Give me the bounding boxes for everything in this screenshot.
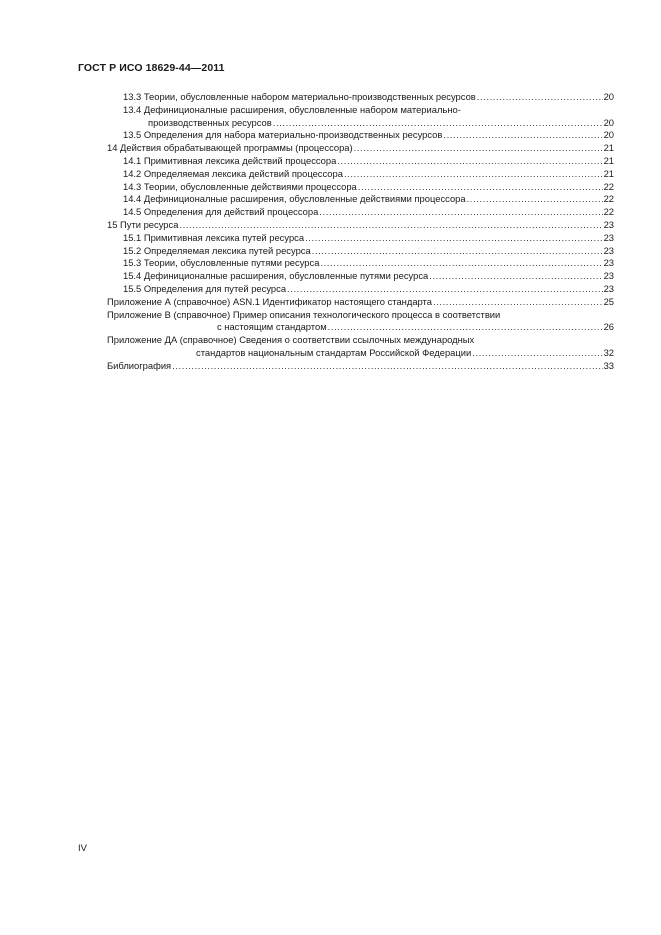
toc-leader-dots bbox=[305, 232, 602, 244]
toc-entry-title: 15.5 Определения для путей ресурса bbox=[123, 282, 287, 294]
toc-leader-dots bbox=[179, 219, 602, 231]
toc-entry[interactable] bbox=[0, 142, 661, 155]
toc-page-number: 22 bbox=[603, 180, 614, 192]
toc-page-number: 23 bbox=[603, 218, 614, 230]
toc-entry[interactable] bbox=[0, 104, 661, 130]
toc-entry-title: Приложение А (справочное) ASN.1 Идентификатор настоящего стандарта bbox=[107, 295, 432, 307]
toc-page-number: 20 bbox=[603, 116, 614, 128]
toc-leader-dots bbox=[477, 91, 603, 103]
toc-entry-title: Библиография bbox=[107, 359, 172, 371]
toc-page-number: 23 bbox=[603, 231, 614, 243]
toc-entry-title: 15 Пути ресурса bbox=[107, 218, 179, 230]
toc-entry[interactable] bbox=[0, 360, 661, 373]
toc-entry[interactable] bbox=[0, 270, 661, 283]
toc-entry[interactable] bbox=[0, 219, 661, 232]
toc-leader-dots bbox=[320, 257, 602, 269]
toc-entry-title: Приложение ДА (справочное) Сведения о соответствии ссылочных международных bbox=[107, 334, 475, 346]
toc-entry[interactable] bbox=[0, 334, 661, 360]
toc-entry-title: 14.2 Определяемая лексика действий процессора bbox=[123, 167, 343, 179]
toc-leader-dots bbox=[354, 142, 603, 154]
toc-entry-title: 14.4 Дефиниционалные расширения, обусловленные действиями процессора bbox=[123, 193, 466, 205]
toc-entry[interactable] bbox=[0, 193, 661, 206]
toc-entry[interactable] bbox=[0, 309, 661, 335]
page-number: IV bbox=[78, 842, 87, 853]
toc-leader-dots bbox=[287, 283, 603, 295]
toc-page-number: 20 bbox=[603, 129, 614, 141]
toc-leader-dots bbox=[172, 360, 602, 372]
toc-entry[interactable] bbox=[0, 245, 661, 258]
toc-page-number: 23 bbox=[603, 257, 614, 269]
toc-entry[interactable] bbox=[0, 283, 661, 296]
toc-entry-title: Приложение В (справочное) Пример описания технологического процесса в соответствии bbox=[107, 308, 501, 320]
toc-entry-title: 15.4 Дефиниционалные расширения, обусловленные путями ресурса bbox=[123, 270, 429, 282]
toc-entry[interactable] bbox=[0, 257, 661, 270]
toc-entry[interactable] bbox=[0, 232, 661, 245]
toc-entry-title: 14.5 Определения для действий процессора bbox=[123, 206, 319, 218]
toc-page-number: 23 bbox=[603, 282, 614, 294]
document-header: ГОСТ Р ИСО 18629-44—2011 bbox=[78, 62, 225, 74]
toc-entry-title: 15.1 Примитивная лексика путей ресурса bbox=[123, 231, 305, 243]
toc-leader-dots bbox=[358, 181, 603, 193]
toc-leader-dots bbox=[312, 245, 603, 257]
toc-page-number: 21 bbox=[603, 154, 614, 166]
toc-entry-title: 14.1 Примитивная лексика действий процессора bbox=[123, 154, 337, 166]
toc-page-number: 32 bbox=[603, 346, 614, 358]
toc-leader-dots bbox=[344, 168, 603, 180]
toc-page-number: 26 bbox=[603, 321, 614, 333]
toc-entry[interactable] bbox=[0, 91, 661, 104]
toc-leader-dots bbox=[467, 193, 603, 205]
toc-entry[interactable] bbox=[0, 168, 661, 181]
toc-page-number: 25 bbox=[603, 295, 614, 307]
toc-leader-dots bbox=[337, 155, 602, 167]
toc-entry[interactable] bbox=[0, 181, 661, 194]
toc-leader-dots bbox=[433, 296, 603, 308]
toc-page-number: 20 bbox=[603, 91, 614, 102]
toc-entry-title: 13.4 Дефиниционалные расширения, обусловленные набором материально- bbox=[123, 103, 461, 115]
toc-leader-dots bbox=[328, 321, 603, 333]
toc-entry-title: 14.3 Теории, обусловленные действиями процессора bbox=[123, 180, 357, 192]
toc-leader-dots bbox=[429, 270, 602, 282]
toc-page-number: 33 bbox=[603, 359, 614, 371]
toc-entry[interactable] bbox=[0, 155, 661, 168]
toc-entry-title: 14 Действия обрабатывающей программы (процессора) bbox=[107, 142, 353, 154]
toc-page-number: 22 bbox=[603, 206, 614, 218]
table-of-contents bbox=[0, 91, 661, 373]
toc-entry[interactable] bbox=[0, 296, 661, 309]
toc-page-number: 21 bbox=[603, 142, 614, 154]
toc-leader-dots bbox=[319, 206, 602, 218]
toc-leader-dots bbox=[443, 129, 602, 141]
toc-entry[interactable] bbox=[0, 129, 661, 142]
toc-entry-title-continuation: с настоящим стандартом bbox=[217, 321, 327, 333]
toc-entry-title-continuation: производственных ресурсов bbox=[148, 116, 272, 128]
toc-entry-title: 13.5 Определения для набора материально-производственных ресурсов bbox=[123, 129, 443, 141]
toc-entry-title-continuation: стандартов национальным стандартам Российской Федерации bbox=[196, 346, 472, 358]
toc-page-number: 22 bbox=[603, 193, 614, 205]
toc-leader-dots bbox=[273, 117, 603, 129]
toc-leader-dots bbox=[472, 347, 602, 359]
toc-page-number: 23 bbox=[603, 244, 614, 256]
toc-entry[interactable] bbox=[0, 206, 661, 219]
toc-page-number: 23 bbox=[603, 270, 614, 282]
toc-entry-title: 15.2 Определяемая лексика путей ресурса bbox=[123, 244, 311, 256]
toc-entry-title: 13.3 Теории, обусловленные набором материально-производственных ресурсов bbox=[123, 91, 476, 102]
toc-entry-title: 15.3 Теории, обусловленные путями ресурса bbox=[123, 257, 320, 269]
toc-page-number: 21 bbox=[603, 167, 614, 179]
